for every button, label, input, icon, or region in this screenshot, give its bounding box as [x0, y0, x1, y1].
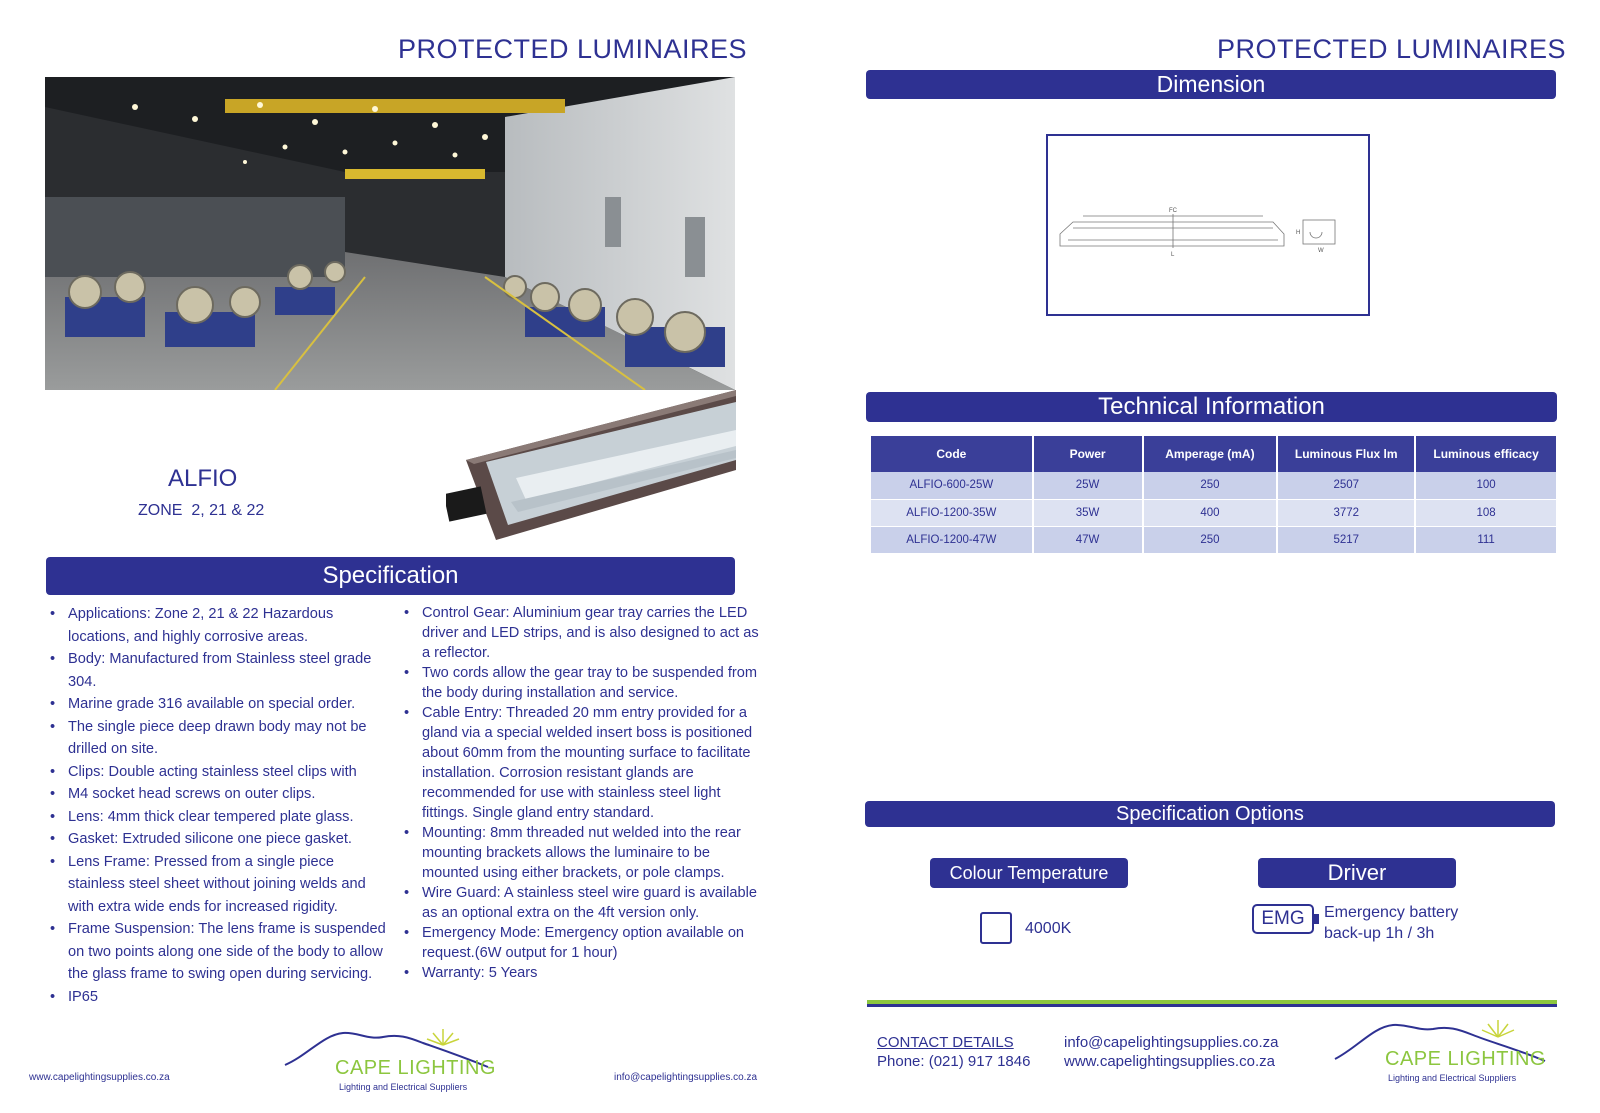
spec-list-column-1	[46, 603, 386, 1008]
column-header-luminous-flux: Luminous Flux lm	[1277, 436, 1415, 472]
contact-details-heading: CONTACT DETAILS	[877, 1034, 1014, 1051]
table-cell: 250	[1143, 472, 1278, 499]
column-header-luminous-efficacy: Luminous efficacy	[1415, 436, 1557, 472]
table-header-row	[871, 436, 1557, 472]
specification-heading-label: Specification	[322, 562, 459, 589]
right-cape-lighting-logo	[1333, 1015, 1553, 1095]
left-logo-tagline: Lighting and Electrical Suppliers	[339, 1082, 468, 1092]
contact-website-link[interactable]: www.capelightingsupplies.co.za	[1064, 1053, 1275, 1070]
specification-options-heading	[865, 801, 1555, 827]
left-footer-email-link[interactable]: info@capelightingsupplies.co.za	[614, 1072, 758, 1083]
spec-item: • Wire Guard: A stainless steel wire guard is available as an optional extra on the 4ft version only.	[400, 883, 765, 923]
footer-divider-blue	[867, 1004, 1557, 1007]
column-header-amperage: Amperage (mA)	[1143, 436, 1278, 472]
spec-item: • Clips: Double acting stainless steel clips with	[46, 761, 386, 784]
right-logo-name: CAPE LIGHTING	[1385, 1048, 1546, 1070]
left-footer-website-link[interactable]: www.capelightingsupplies.co.za	[29, 1072, 170, 1083]
table-cell: ALFIO-1200-47W	[871, 526, 1033, 553]
dimension-heading-label: Dimension	[1156, 71, 1266, 97]
spec-item: • The single piece deep drawn body may not be drilled on site.	[46, 716, 386, 761]
table-row	[871, 472, 1557, 499]
table-cell: ALFIO-1200-35W	[871, 499, 1033, 526]
spec-item: • Gasket: Extruded silicone one piece gasket.	[46, 828, 386, 851]
table-cell: 250	[1143, 526, 1278, 553]
right-logo-tagline: Lighting and Electrical Suppliers	[1388, 1073, 1517, 1083]
spec-item: • Two cords allow the gear tray to be suspended from the body during installation and service.	[400, 663, 765, 703]
driver-label	[1258, 858, 1456, 888]
drawing-label-fc: FC	[1169, 208, 1177, 214]
dimension-heading	[866, 70, 1556, 99]
spec-item: • IP65	[46, 986, 386, 1009]
spec-item: • Mounting: 8mm threaded nut welded into the rear mounting brackets allows the luminaire to be mounted using either brackets, or pole clamps.	[400, 823, 765, 883]
spec-item: • Frame Suspension: The lens frame is suspended on two points along one side of the body to allow the glass frame to swing open during servicing.	[46, 918, 386, 986]
table-cell: 25W	[1033, 472, 1143, 499]
table-cell: 35W	[1033, 499, 1143, 526]
colour-temperature-label	[930, 858, 1128, 888]
spec-item: • Warranty: 5 Years	[400, 963, 765, 983]
left-cape-lighting-logo	[283, 1025, 498, 1100]
left-logo-name: CAPE LIGHTING	[335, 1057, 496, 1079]
spec-item: • Marine grade 316 available on special order.	[46, 693, 386, 716]
spec-item: • Lens: 4mm thick clear tempered plate glass.	[46, 806, 386, 829]
emg-battery-icon	[1252, 904, 1314, 934]
table-cell: ALFIO-600-25W	[871, 472, 1033, 499]
colour-temperature-checkbox[interactable]	[980, 912, 1012, 944]
spec-item: • Body: Manufactured from Stainless steel grade 304.	[46, 648, 386, 693]
specification-options-heading-label: Specification Options	[1116, 803, 1304, 825]
emg-badge-text: EMG	[1261, 908, 1305, 929]
table-cell: 47W	[1033, 526, 1143, 553]
table-cell: 5217	[1277, 526, 1415, 553]
table-cell: 400	[1143, 499, 1278, 526]
column-header-code: Code	[871, 436, 1033, 472]
drawing-label-w: W	[1318, 248, 1324, 254]
drawing-label-l: L	[1171, 252, 1175, 258]
spec-item: • M4 socket head screws on outer clips.	[46, 783, 386, 806]
table-cell: 3772	[1277, 499, 1415, 526]
luminaire-photo	[446, 390, 736, 550]
drawing-label-h: H	[1296, 230, 1301, 236]
technical-information-heading-label: Technical Information	[1098, 393, 1325, 420]
colour-temperature-label-text: Colour Temperature	[949, 863, 1109, 883]
table-cell: 100	[1415, 472, 1557, 499]
product-name: ALFIO	[168, 465, 238, 492]
technical-information-table	[871, 436, 1558, 554]
right-page-title: PROTECTED LUMINAIRES	[1217, 34, 1567, 64]
technical-information-heading	[866, 392, 1557, 422]
left-page-title: PROTECTED LUMINAIRES	[398, 34, 748, 64]
table-cell: 2507	[1277, 472, 1415, 499]
spec-item: • Cable Entry: Threaded 20 mm entry provided for a gland via a special welded insert boss is positioned about 60mm from the mounting surface to facilitate installation. Corrosion resistant glands are recommended for use with stainless steel light fittings. Single gland entry standard.	[400, 703, 765, 823]
spec-list-column-2	[400, 603, 765, 983]
column-header-power: Power	[1033, 436, 1143, 472]
product-zone: ZONE 2, 21 & 22	[138, 502, 265, 519]
spec-item: • Lens Frame: Pressed from a single piece stainless steel sheet without joining welds and with extra wide ends for increased rigidity.	[46, 851, 386, 919]
spec-item: • Control Gear: Aluminium gear tray carries the LED driver and LED strips, and is also designed to act as a reflector.	[400, 603, 765, 663]
driver-value-line-2: back-up 1h / 3h	[1324, 925, 1435, 942]
warehouse-photo	[45, 77, 735, 390]
spec-item: • Emergency Mode: Emergency option available on request.(6W output for 1 hour)	[400, 923, 765, 963]
driver-label-text: Driver	[1327, 860, 1387, 885]
table-cell: 111	[1415, 526, 1557, 553]
dimension-drawing	[1046, 134, 1370, 316]
specification-heading	[46, 557, 735, 595]
contact-email-link[interactable]: info@capelightingsupplies.co.za	[1064, 1034, 1279, 1051]
colour-temperature-value: 4000K	[1025, 920, 1072, 937]
spec-item: • Applications: Zone 2, 21 & 22 Hazardous locations, and highly corrosive areas.	[46, 603, 386, 648]
table-row	[871, 526, 1557, 553]
table-row	[871, 499, 1557, 526]
contact-phone: Phone: (021) 917 1846	[877, 1053, 1031, 1070]
table-cell: 108	[1415, 499, 1557, 526]
driver-value-line-1: Emergency battery	[1324, 904, 1459, 921]
